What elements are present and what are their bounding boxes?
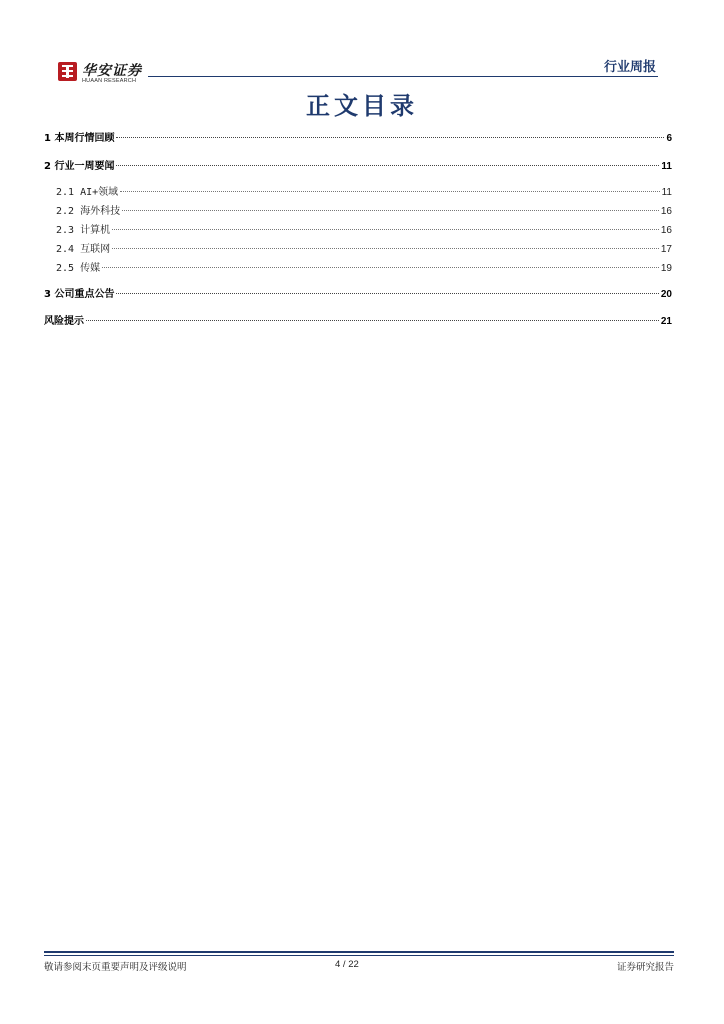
toc-leader <box>116 137 664 138</box>
toc-leader <box>112 248 659 249</box>
footer-report-label: 证券研究报告 <box>616 962 674 973</box>
toc-entry-label: 2 行业一周要闻 <box>44 161 115 172</box>
toc-entry-label: 3 公司重点公告 <box>44 289 115 300</box>
toc-entry-page: 6 <box>666 133 672 144</box>
report-type: 行业周报 <box>603 60 656 75</box>
toc-subentry-label: 2.4 互联网 <box>56 244 111 255</box>
header-rule <box>148 76 658 77</box>
toc-entry-label: 1 本周行情回顾 <box>44 133 115 144</box>
page-title: 正文目录 <box>306 92 418 120</box>
toc-leader <box>122 210 659 211</box>
logo-cn-text: 华安证券 <box>82 63 142 79</box>
toc-leader <box>86 320 659 321</box>
toc-subentry[interactable] <box>44 183 672 197</box>
toc-leader <box>102 267 659 268</box>
page-footer <box>44 951 674 981</box>
toc-entry[interactable] <box>44 129 672 143</box>
footer-rule <box>44 951 674 953</box>
toc-subentry-page: 19 <box>660 263 672 274</box>
toc-subentry-label: 2.5 传媒 <box>56 263 101 274</box>
footer-disclaimer: 敬请参阅末页重要声明及评级说明 <box>44 962 187 973</box>
toc-subentry-label: 2.1 AI+领域 <box>56 187 119 198</box>
toc-subentry-page: 11 <box>661 187 672 198</box>
page-header <box>44 56 674 82</box>
toc-entry-page: 20 <box>660 289 672 300</box>
toc-entry[interactable] <box>44 312 672 326</box>
toc-leader <box>116 293 658 294</box>
toc-leader <box>112 229 659 230</box>
company-logo <box>58 60 148 86</box>
logo-en-text: HUAAN RESEARCH <box>82 78 137 84</box>
toc-subentry-page: 16 <box>660 225 672 236</box>
toc-subentry-page: 16 <box>660 206 672 217</box>
toc-leader <box>116 165 659 166</box>
toc-subentry[interactable] <box>44 259 672 273</box>
toc-subentry[interactable] <box>44 240 672 254</box>
page-number: 4 / 22 <box>335 959 359 970</box>
footer-rule-thin <box>44 955 674 956</box>
toc-subentry[interactable] <box>44 202 672 216</box>
toc-entry-page: 11 <box>661 161 672 172</box>
toc-entry-page: 21 <box>660 316 672 327</box>
toc-leader <box>120 191 659 192</box>
toc-subentry-page: 17 <box>660 244 672 255</box>
toc-subentry-label: 2.3 计算机 <box>56 225 111 236</box>
toc-subentry[interactable] <box>44 221 672 235</box>
toc-entry[interactable] <box>44 157 672 171</box>
logo-seal-icon <box>58 62 77 81</box>
toc-subentry-label: 2.2 海外科技 <box>56 206 121 217</box>
toc-entry[interactable] <box>44 285 672 299</box>
toc-entry-label: 风险提示 <box>44 316 84 327</box>
